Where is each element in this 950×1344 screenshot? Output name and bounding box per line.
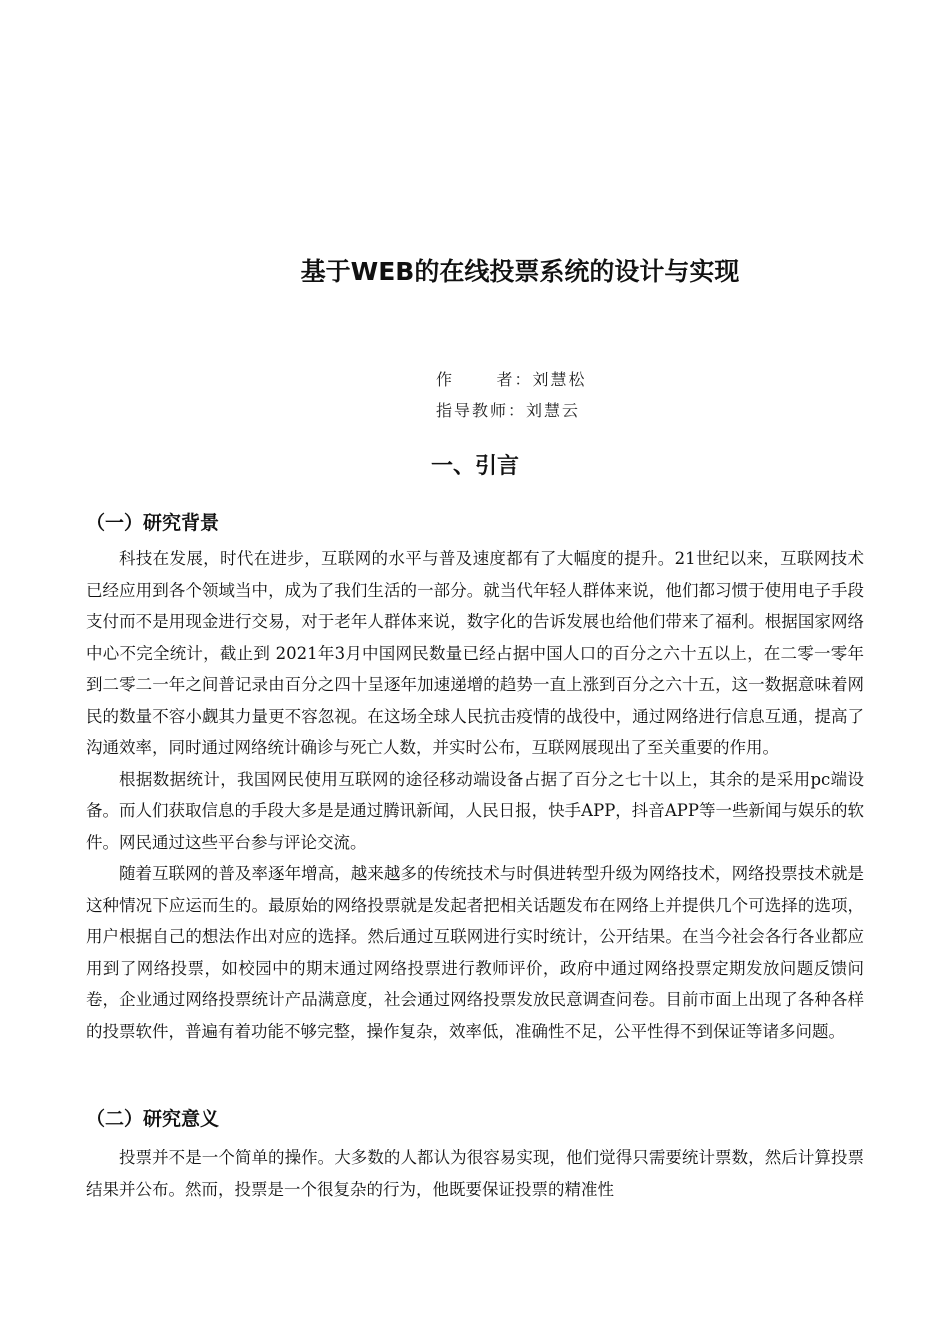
author-line: 作 者：刘慧松	[436, 370, 587, 389]
author-block	[436, 364, 587, 426]
paragraph: 科技在发展，时代在进步，互联网的水平与普及速度都有了大幅度的提升。21世纪以来，互联网技术已经应用到各个领域当中，成为了我们生活的一部分。就当代年轻人群体来说，他们都习惯于使用电子手段支付而不是用现金进行交易，对于老年人群体来说，数字化的告诉发展也给他们带来了福利。根据国家网络中心不完全统计，截止到 2021年3月中国网民数量已经占据中国人口的百分之六十五以上，在二零一零年到二零二一年之间普记录由百分之四十呈逐年加速递增的趋势一直上涨到百分之六十五，这一数据意味着网民的数量不容小觑其力量更不容忽视。在这场全球人民抗击疫情的战役中，通过网络进行信息互通，提高了沟通效率，同时通过网络统计确诊与死亡人数，并实时公布，互联网展现出了至关重要的作用。	[86, 549, 864, 757]
paragraph: 投票并不是一个简单的操作。大多数的人都认为很容易实现，他们觉得只需要统计票数，然后计算投票结果并公布。然而，投票是一个很复杂的行为，他既要保证投票的精准性	[86, 1148, 864, 1199]
advisor-line: 指导教师：刘慧云	[436, 401, 581, 420]
significance-body	[86, 1142, 864, 1205]
paper-title: 基于WEB的在线投票系统的设计与实现	[300, 257, 740, 286]
background-body	[86, 543, 864, 1047]
paragraph: 根据数据统计，我国网民使用互联网的途径移动端设备占据了百分之七十以上，其余的是采用pc端设备。而人们获取信息的手段大多是是通过腾讯新闻，人民日报，快手APP，抖音APP等一些新闻与娱乐的软件。网民通过这些平台参与评论交流。	[86, 769, 864, 852]
section-heading-introduction: 一、引言	[430, 454, 519, 479]
paragraph: 随着互联网的普及率逐年增高，越来越多的传统技术与时俱进转型升级为网络技术，网络投票技术就是这种情况下应运而生的。最原始的网络投票就是发起者把相关话题发布在网络上并提供几个可选择的选项，用户根据自己的想法作出对应的选择。然后通过互联网进行实时统计，公开结果。在当今社会各行各业都应用到了网络投票，如校园中的期末通过网络投票进行教师评价，政府中通过网络投票定期发放问题反馈问卷，企业通过网络投票统计产品满意度，社会通过网络投票发放民意调查问卷。目前市面上出现了各种各样的投票软件，普遍有着功能不够完整，操作复杂，效率低，准确性不足，公平性得不到保证等诸多问题。	[86, 864, 864, 1041]
subsection-heading-significance: （二）研究意义	[86, 1108, 220, 1130]
subsection-heading-background: （一）研究背景	[86, 512, 220, 534]
